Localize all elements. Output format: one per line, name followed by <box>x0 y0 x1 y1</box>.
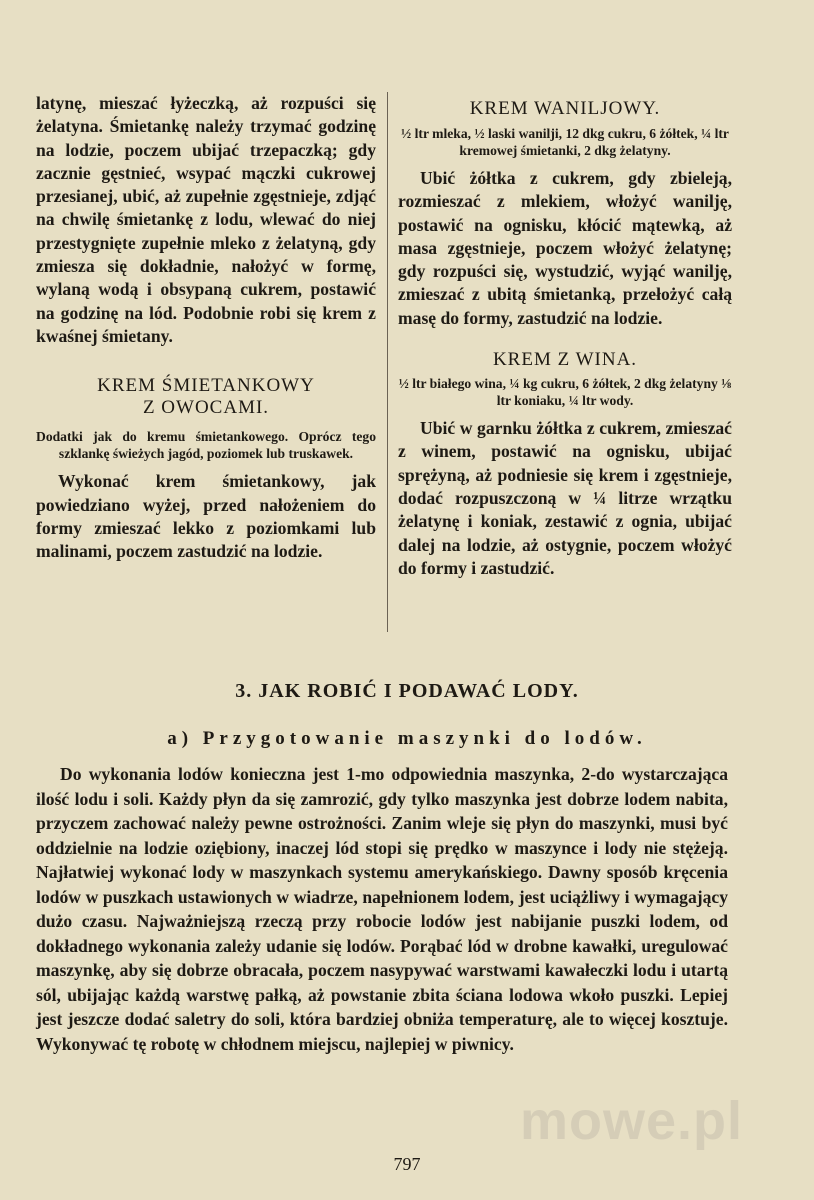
right-column <box>398 92 732 580</box>
recipe-title-waniljowy: KREM WANILJOWY. <box>469 98 661 119</box>
section-paragraph: Do wykonania lodów konieczna jest 1-mo odpowiednia maszynka, 2-do wystarczająca ilość lodu i soli. Każdy płyn da się zamrozić, gdy tylko maszynka jest dobrze lodem nabita, przyczem zachować należy pewne ostrożności. Zanim wleje się płyn do maszynki, musi być oddzielnie na lodzie oziębiony, inaczej lód stopi się prędko w maszynce i lody nie stężeją. Najłatwiej wykonać lody w maszynkach systemu amerykańskiego. Dawny sposób kręcenia lodów w puszkach ustawionych w wiadrze, napełnionem lodem, jest uciążliwy i wymagający dużo czasu. Najważniejszą rzeczą przy robocie lodów jest nabijanie puszki lodem, od dokładnego wykonania zależy udanie się lodów. Porąbać lód w drobne kawałki, uregulować maszynkę, aby się dobrze obracała, poczem nasypywać warstwami kawałeczki lodu i utartą sól, ubijając każdą warstwę pałką, aż powstanie zbita ściana lodowa wkoło puszki. Lepiej jest jeszcze dodać saletry do soli, która bardziej obniża temperaturę, ale to więcej kosztuje. Wykonywać tę robotę w chłodnem miejscu, najlepiej w piwnicy. <box>36 764 728 1054</box>
recipe-ingredients-waniljowy: ½ ltr mleka, ½ laski wanilji, 12 dkg cukru, 6 żółtek, ¼ ltr kremowej śmietanki, 2 dkg żelatyny. <box>401 126 729 158</box>
section-subtitle: a) Przygotowanie maszynki do lodów. <box>167 728 647 749</box>
watermark: mowe.pl <box>520 1091 744 1151</box>
recipe-title-smietankowy-line1: KREM ŚMIETANKOWY <box>97 375 315 397</box>
recipe-instructions-waniljowy: Ubić żółtka z cukrem, gdy zbieleją, rozmieszać z mlekiem, włożyć wanilję, postawić na ognisku, kłócić mątewką, aż masa zgęstnieje, poczem włożyć żelatynę; gdy rozpuści się, wystudzić, wyjąć wanilję, zmieszać z ubitą śmietanką, przełożyć całą masę do formy, zastudzić na lodzie. <box>398 168 732 328</box>
recipe-instructions-z-wina: Ubić w garnku żółtka z cukrem, zmieszać z winem, postawić na ognisku, ubijać sprężyną, aż podniesie się krem i zgęstnieje, dodać rozpuszczoną w ¼ litrze wrzątku żelatynę i koniak, zestawić z ognia, ubijać dalej na lodzie, aż ostygnie, poczem włożyć do formy i zastudzić. <box>398 418 732 578</box>
page-number: 797 <box>393 1154 421 1174</box>
column-divider <box>387 92 388 632</box>
section-title: 3. JAK ROBIĆ I PODAWAĆ LODY. <box>235 680 579 702</box>
recipe-instructions-smietankowy: Wykonać krem śmietankowy, jak powiedziano wyżej, przed nałożeniem do formy zmieszać lekko z poziomkami lub malinami, poczem zastudzić na lodzie. <box>36 471 376 562</box>
recipe-ingredients-smietankowy: Dodatki jak do kremu śmietankowego. Oprócz tego szklankę świeżych jagód, poziomek lub truskawek. <box>36 429 376 461</box>
recipe-ingredients-z-wina: ½ ltr białego wina, ¼ kg cukru, 6 żółtek, 2 dkg żelatyny ⅛ ltr koniaku, ¼ ltr wody. <box>398 376 732 408</box>
recipe-title-z-wina: KREM Z WINA. <box>492 349 638 371</box>
recipe-title-smietankowy-line2: Z OWOCAMI. <box>142 397 270 419</box>
left-column <box>36 92 376 563</box>
intro-paragraph: latynę, mieszać łyżeczką, aż rozpuści się żelatyna. Śmietankę należy trzymać godzinę na lodzie, poczem ubijać trzepaczką; gdy zacznie gęstnieć, wsypać mączki cukrowej przesianej, ubić, aż zupełnie zgęstnieje, zdjąć na chwilę śmietankę z lodu, wlewać do niej przestygnięte zupełnie mleko z żelatyną, gdy zmiesza się dokładnie, nałożyć w formę, wylaną wodą i obsypaną cukrem, postawić na godzinę na lód. Podobnie robi się krem z kwaśnej śmietany. <box>36 93 376 346</box>
